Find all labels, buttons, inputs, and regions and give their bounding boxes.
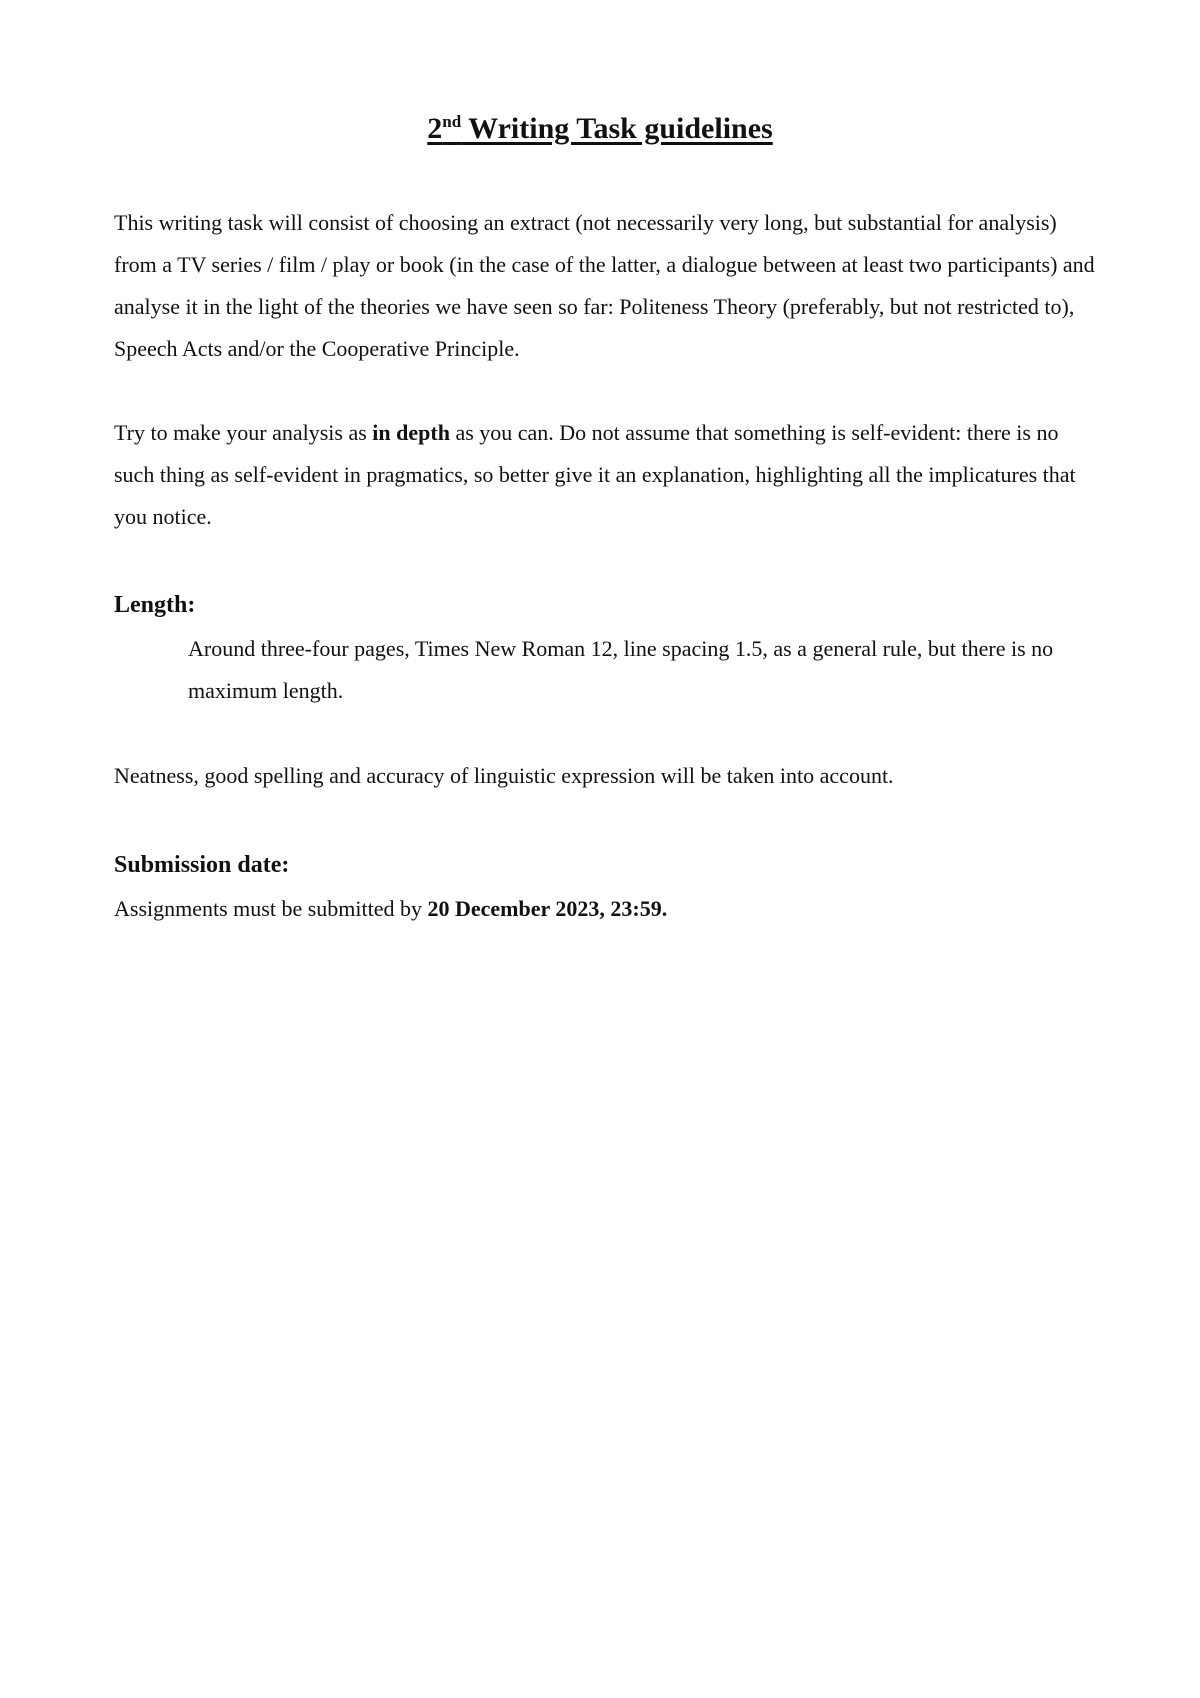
neatness-paragraph: Neatness, good spelling and accuracy of linguistic expression will be taken into account. — [114, 763, 894, 788]
submission-paragraph — [114, 888, 1104, 930]
title-text: Writing Task guidelines — [461, 112, 773, 145]
depth-paragraph-before: Try to make your analysis as — [114, 420, 373, 445]
intro-paragraph: This writing task will consist of choosing an extract (not necessarily very long, but substantial for analysis) from a TV series / film / play or book (in the case of the latter, a dialogue between at least two participants) and analyse it in the light of the theories we have seen so far: Politeness Theory (preferably, but not restricted to), Speech Acts and/or the Cooperative Principle. — [114, 210, 1095, 361]
submission-date: 20 December 2023, 23:59. — [427, 896, 668, 921]
length-text: Around three-four pages, Times New Roman 12, line spacing 1.5, as a general rule, but there is no maximum length. — [188, 636, 1054, 703]
page-title — [0, 112, 1200, 146]
depth-paragraph — [114, 412, 1104, 538]
submission-paragraph-before: Assignments must be submitted by — [114, 896, 428, 921]
submission-heading: Submission date: — [114, 852, 290, 878]
title-ordinal-number: 2 — [427, 112, 443, 145]
depth-paragraph-after: as you can. Do not assume that something is self-evident: there is no such thing as self-evident in pragmatics, so better give it an explanation, highlighting all the implicatures that you notice. — [114, 420, 1076, 529]
title-ordinal-suffix: nd — [442, 112, 462, 131]
length-heading: Length: — [114, 592, 196, 618]
depth-paragraph-emphasis: in depth — [372, 420, 450, 445]
